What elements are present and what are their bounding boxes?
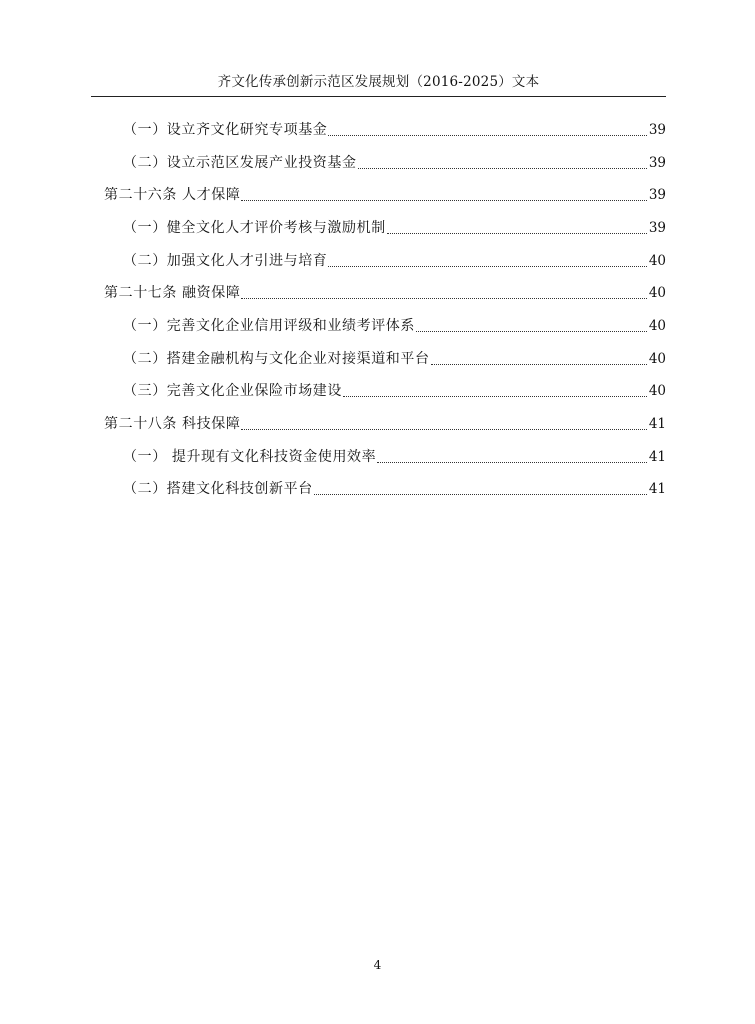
toc-entry[interactable]	[123, 216, 666, 240]
toc-entry-title: （一） 提升现有文化科技资金使用效率	[123, 449, 377, 465]
toc-entry[interactable]	[123, 151, 666, 175]
toc-entry-title: （二）搭建文化科技创新平台	[123, 481, 313, 497]
toc-entry[interactable]	[123, 118, 666, 142]
toc-page-number: 41	[648, 481, 666, 497]
toc-entry[interactable]	[123, 347, 666, 371]
toc-page-number: 40	[648, 318, 666, 334]
toc-entry[interactable]	[123, 477, 666, 501]
toc-dot-leader	[358, 168, 647, 169]
toc-entry-title: （三）完善文化企业保险市场建设	[123, 383, 342, 399]
toc-dot-leader	[343, 396, 647, 397]
toc-entry-title: （二）搭建金融机构与文化企业对接渠道和平台	[123, 351, 430, 367]
toc-entry-title: 第二十七条 融资保障	[104, 285, 241, 301]
toc-page-number: 39	[648, 187, 666, 203]
toc-entry[interactable]	[104, 281, 666, 305]
toc-page-number: 40	[648, 253, 666, 269]
toc-entry[interactable]	[123, 314, 666, 338]
toc-dot-leader	[416, 331, 647, 332]
toc-dot-leader	[377, 462, 647, 463]
toc-page-number: 39	[648, 155, 666, 171]
toc-dot-leader	[241, 429, 646, 430]
toc-entry-title: （二）设立示范区发展产业投资基金	[123, 155, 357, 171]
toc-entry-title: （一）健全文化人才评价考核与激励机制	[123, 220, 386, 236]
toc-entry-title: （一）完善文化企业信用评级和业绩考评体系	[123, 318, 415, 334]
toc-dot-leader	[387, 233, 647, 234]
toc-dot-leader	[431, 364, 647, 365]
toc-page-number: 40	[648, 351, 666, 367]
toc-entry[interactable]	[123, 445, 666, 469]
page-header-title: 齐文化传承创新示范区发展规划（2016-2025）文本	[217, 74, 540, 90]
toc-entry[interactable]	[123, 249, 666, 273]
toc-dot-leader	[241, 200, 646, 201]
toc-page-number: 39	[648, 220, 666, 236]
toc-entry[interactable]	[104, 412, 666, 436]
toc-entry-title: 第二十八条 科技保障	[104, 416, 241, 432]
page-number: 4	[373, 958, 382, 972]
toc-dot-leader	[328, 135, 646, 136]
toc-dot-leader	[241, 298, 646, 299]
toc-page-number: 40	[648, 383, 666, 399]
toc-dot-leader	[314, 494, 647, 495]
toc-page-number: 41	[648, 416, 666, 432]
toc-page-number: 39	[648, 122, 666, 138]
toc-page-number: 40	[648, 285, 666, 301]
toc-page-number: 41	[648, 449, 666, 465]
toc-entry[interactable]	[123, 379, 666, 403]
toc-dot-leader	[328, 266, 646, 267]
toc-entry[interactable]	[104, 183, 666, 207]
toc-entry-title: （一）设立齐文化研究专项基金	[123, 122, 328, 138]
toc-entry-title: （二）加强文化人才引进与培育	[123, 253, 328, 269]
toc-entry-title: 第二十六条 人才保障	[104, 187, 241, 203]
